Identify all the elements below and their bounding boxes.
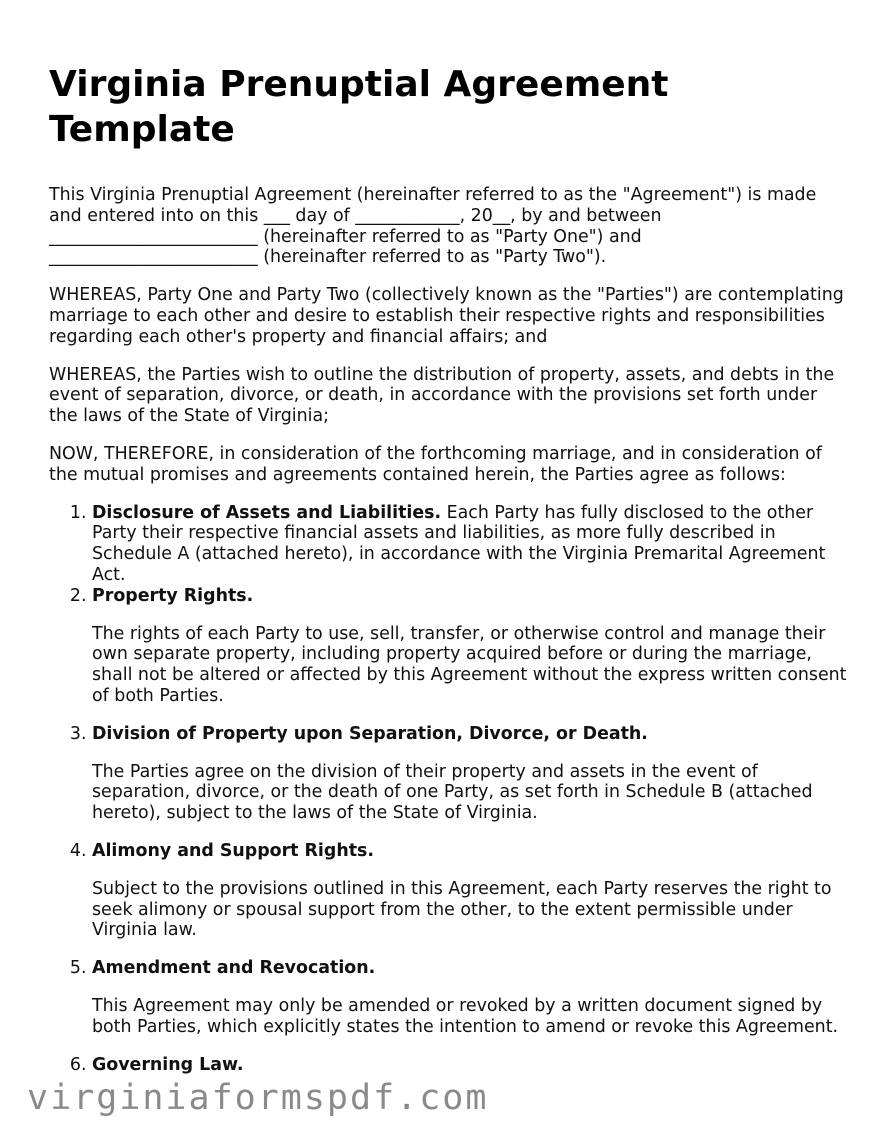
now-therefore-paragraph: NOW, THEREFORE, in consideration of the forthcoming marriage, and in consideration of the mutual promises and agreements contained herein, the Parties agree as follows: — [49, 443, 822, 485]
clause-item — [92, 958, 849, 1037]
clause-item — [92, 841, 849, 941]
clause-heading: 2. Property Rights. — [92, 585, 254, 606]
whereas-paragraph-1: WHEREAS, Party One and Party Two (collectively known as the "Parties") are contemplating marriage to each other and desire to establish their respective rights and responsibilities regarding each other's property and financial affairs; and — [49, 285, 844, 347]
site-watermark: virginiaformspdf.com — [27, 1078, 489, 1118]
clause-heading: 4. Alimony and Support Rights. — [92, 840, 374, 861]
clause-item — [92, 586, 849, 707]
clause-heading: 6. Governing Law. — [92, 1054, 244, 1075]
clause-heading: Disclosure of Assets and Liabilities. — [92, 502, 442, 523]
clause-body: The Parties agree on the division of their property and assets in the event of separation, divorce, or the death of one Party, as set forth in Schedule B (attached hereto), subject to the laws of the State of Virginia. — [92, 761, 813, 824]
clause-item — [92, 724, 849, 824]
document-title: Virginia Prenuptial Agreement Template — [49, 64, 669, 150]
agreement-clauses-list — [49, 503, 849, 1076]
clause-item — [92, 1055, 849, 1076]
clause-heading: 3. Division of Property upon Separation, Divorce, or Death. — [92, 723, 648, 744]
clause-body: This Agreement may only be amended or revoked by a written document signed by both Parties, which explicitly states the intention to amend or revoke this Agreement. — [92, 995, 839, 1037]
document-page — [49, 62, 849, 1075]
whereas-paragraph-2: WHEREAS, the Parties wish to outline the distribution of property, assets, and debts in the event of separation, divorce, or death, in accordance with the provisions set forth under the laws of the State of Virginia; — [49, 364, 835, 427]
clause-item — [92, 503, 849, 586]
intro-paragraph: This Virginia Prenuptial Agreement (hereinafter referred to as the "Agreement") is made and entered into on this ___ day of ____________, 20__, by and between ________________________ (hereinafter referred to as "Party One") and ________________________ (hereinafter referred to as "Party Two"). — [49, 185, 817, 268]
clause-body: Each Party has fully disclosed to the other Party their respective financial assets and liabilities, as more fully described in Schedule A (attached hereto), in accordance with the Virginia Premarital Agreement Act. — [92, 502, 826, 585]
clause-body: The rights of each Party to use, sell, transfer, or otherwise control and manage their own separate property, including property acquired before or during the marriage, shall not be altered or affected by this Agreement without the express written consent of both Parties. — [92, 623, 847, 706]
clause-heading: 5. Amendment and Revocation. — [92, 958, 376, 979]
clause-body: Subject to the provisions outlined in this Agreement, each Party reserves the right to seek alimony or spousal support from the other, to the extent permissible under Virginia law. — [92, 878, 832, 941]
